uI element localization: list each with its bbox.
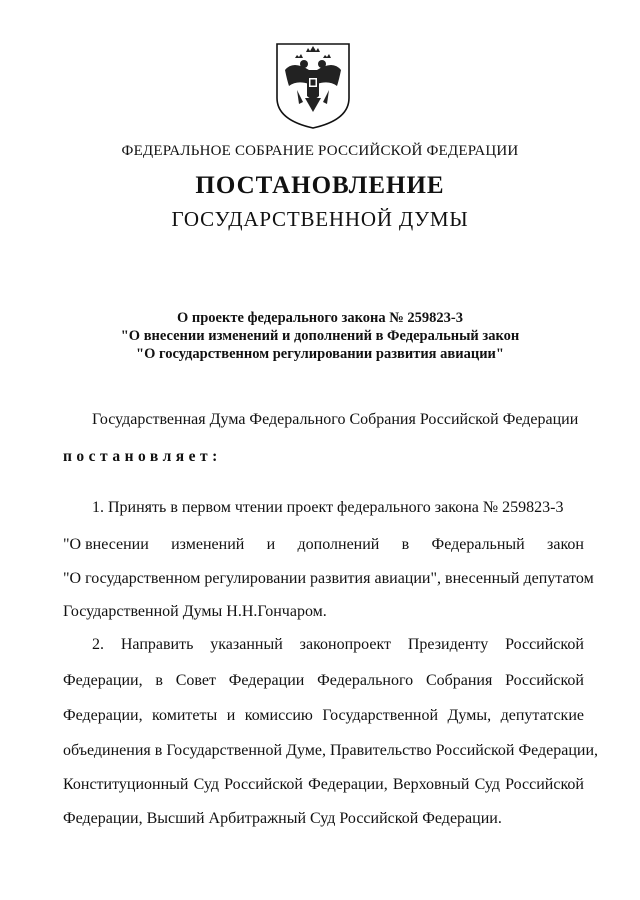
word: "О внесении (63, 536, 149, 553)
word: Собрания (425, 672, 493, 689)
word: Совет (175, 672, 216, 689)
word: и (226, 707, 236, 724)
paragraph-1-line: 1. Принять в первом чтении проект федерального закона № 259823-3 (92, 499, 564, 516)
word: Государственной (322, 707, 439, 724)
word: дополнений (297, 536, 380, 553)
word: Федерации, (63, 707, 143, 724)
paragraph-2-line: Федерации, Высший Арбитражный Суд Российской Федерации. (63, 810, 502, 827)
paragraph-2-line (92, 636, 584, 654)
coat-of-arms-icon (273, 40, 353, 130)
word: Российской (505, 672, 584, 689)
word: Суд (193, 776, 219, 793)
paragraph-1-line: "О государственном регулировании развития авиации", внесенный депутатом (63, 570, 594, 587)
word: Российской (224, 776, 303, 793)
word: депутатские (500, 707, 584, 724)
word: изменений (171, 536, 245, 553)
word: Президенту (407, 636, 489, 653)
paragraph-1-line (63, 536, 584, 554)
word: Федерального (317, 672, 414, 689)
organization-name: ФЕДЕРАЛЬНОЕ СОБРАНИЕ РОССИЙСКОЙ ФЕДЕРАЦИИ (121, 143, 519, 159)
subject-line: "О внесении изменений и дополнений в Федеральный закон (120, 328, 520, 344)
paragraph-1-line: Государственной Думы Н.Н.Гончаром. (63, 603, 327, 620)
word: Конституционный (63, 776, 189, 793)
word: комитеты (152, 707, 218, 724)
word: комиссию (244, 707, 313, 724)
word: законопроект (299, 636, 391, 653)
word: указанный (210, 636, 283, 653)
word: Суд (474, 776, 500, 793)
resolution-subject (0, 309, 640, 363)
paragraph-2-line (63, 672, 584, 690)
word: 2. (92, 636, 104, 653)
word: Направить (120, 636, 194, 653)
document-title: ПОСТАНОВЛЕНИЕ (195, 172, 445, 199)
paragraph-2-line (63, 776, 584, 794)
word: Российской (505, 776, 584, 793)
word: Российской (505, 636, 584, 653)
word: Федерации (228, 672, 305, 689)
word: и (266, 536, 276, 553)
intro-text: Государственная Дума Федерального Собрания Российской Федерации (92, 411, 579, 428)
paragraph-2-line: объединения в Государственной Думе, Правительство Российской Федерации, (63, 742, 599, 759)
resolves-word: постановляет: (63, 448, 222, 465)
subject-line: "О государственном регулировании развития авиации" (136, 346, 504, 362)
word: Думы, (447, 707, 492, 724)
document-subtitle: ГОСУДАРСТВЕННОЙ ДУМЫ (171, 207, 469, 231)
paragraph-2-line (63, 707, 584, 725)
word: Верховный (392, 776, 470, 793)
word: Федерации, (308, 776, 388, 793)
word: в (401, 536, 410, 553)
subject-line: О проекте федерального закона № 259823-3 (176, 310, 464, 326)
word: Федерации, (63, 672, 143, 689)
word: закон (547, 536, 584, 553)
word: Федеральный (431, 536, 525, 553)
word: в (155, 672, 163, 689)
